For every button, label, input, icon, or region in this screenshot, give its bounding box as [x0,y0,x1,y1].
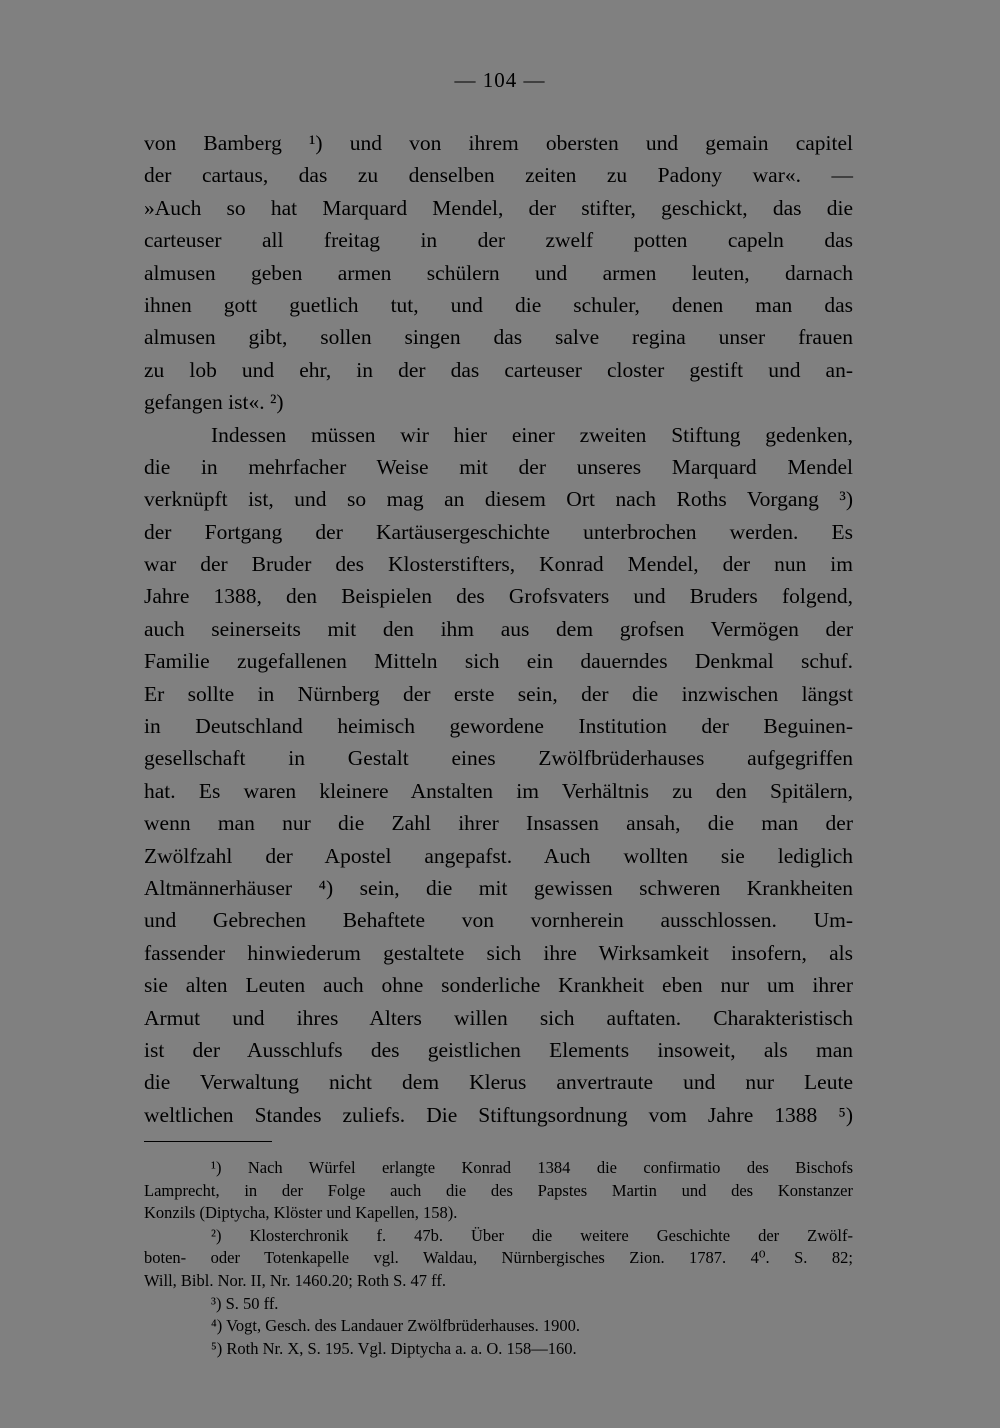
text-line: war der Bruder des Klosterstifters, Konrad Mendel, der nun im [144,552,853,577]
footnote-line: Konzils (Diptycha, Klöster und Kapellen, 158). [144,1203,458,1223]
text-line: hat. Es waren kleinere Anstalten im Verhältnis zu den Spitälern, [144,778,853,803]
footnote-separator [144,1141,272,1142]
text-line: in Deutschland heimisch gewordene Institution der Beguinen- [144,714,853,739]
footnote-line: ⁵) Roth Nr. X, S. 195. Vgl. Diptycha a. a. O. 158—160. [211,1338,577,1358]
text-line: die Verwaltung nicht dem Klerus anvertraute und nur Leute [144,1070,853,1095]
body-text [144,127,853,1131]
paragraph-start-line: Indessen müssen wir hier einer zweiten Stiftung gedenken, [211,422,853,447]
footnote-line: Lamprecht, in der Folge auch die des Papstes Martin und des Konstanzer [144,1180,853,1200]
text-line: und Gebrechen Behaftete von vornherein ausschlossen. Um- [144,908,853,933]
text-line: auch seinerseits mit den ihm aus dem grofsen Vermögen der [144,616,853,641]
footnote-line: ¹) Nach Würfel erlangte Konrad 1384 die confirmatio des Bischofs [211,1158,853,1177]
text-line: Familie zugefallenen Mitteln sich ein dauerndes Denkmal schuf. [144,649,853,674]
page-number: — 104 — [454,68,546,92]
text-line: verknüpft ist, und so mag an diesem Ort nach Roths Vorgang ³) [144,487,853,512]
footnote-line: ²) Klosterchronik f. 47b. Über die weitere Geschichte der Zwölf- [211,1225,853,1245]
text-line: carteuser all freitag in der zwelf potten capeln das [144,228,853,253]
text-line: fassender hinwiederum gestaltete sich ihre Wirksamkeit insofern, als [144,940,853,965]
text-line: der cartaus, das zu denselben zeiten zu Padony war«. — [144,163,853,188]
text-line: Er sollte in Nürnberg der erste sein, der die inzwischen längst [144,681,853,706]
footnotes [144,1157,853,1360]
text-line: almusen gibt, sollen singen das salve regina unser frauen [144,325,853,350]
text-line: ihnen gott guetlich tut, und die schuler, denen man das [144,292,853,317]
text-line: Zwölfzahl der Apostel angepafst. Auch wollten sie lediglich [144,843,853,868]
text-line: Armut und ihres Alters willen sich auftaten. Charakteristisch [144,1005,853,1030]
text-line: die in mehrfacher Weise mit der unseres Marquard Mendel [144,454,853,479]
text-line: zu lob und ehr, in der das carteuser closter gestift und an- [144,357,853,382]
text-line: »Auch so hat Marquard Mendel, der stifter, geschickt, das die [144,195,853,220]
text-line: ist der Ausschlufs des geistlichen Elements insoweit, als man [144,1037,853,1062]
text-line: sie alten Leuten auch ohne sonderliche Krankheit eben nur um ihrer [144,973,853,998]
text-line: von Bamberg ¹) und von ihrem obersten und gemain capitel [144,131,853,155]
footnote-line: ⁴) Vogt, Gesch. des Landauer Zwölfbrüderhauses. 1900. [211,1316,580,1336]
footnote-line: boten- oder Totenkapelle vgl. Waldau, Nürnbergisches Zion. 1787. 4⁰. S. 82; [144,1248,853,1268]
text-line: der Fortgang der Kartäusergeschichte unterbrochen werden. Es [144,519,853,544]
text-line: wenn man nur die Zahl ihrer Insassen ansah, die man der [144,811,853,836]
text-line: gefangen ist«. ²) [144,390,284,415]
text-line: Altmännerhäuser ⁴) sein, die mit gewissen schweren Krankheiten [144,875,853,900]
text-line: weltlichen Standes zuliefs. Die Stiftungsordnung vom Jahre 1388 ⁵) [144,1102,853,1127]
footnote-line: Will, Bibl. Nor. II, Nr. 1460.20; Roth S. 47 ff. [144,1270,446,1290]
text-line: almusen geben armen schülern und armen leuten, darnach [144,260,853,285]
footnote-line: ³) S. 50 ff. [211,1293,279,1313]
text-line: gesellschaft in Gestalt eines Zwölfbrüderhauses aufgegriffen [144,746,853,771]
text-line: Jahre 1388, den Beispielen des Grofsvaters und Bruders folgend, [144,584,853,609]
